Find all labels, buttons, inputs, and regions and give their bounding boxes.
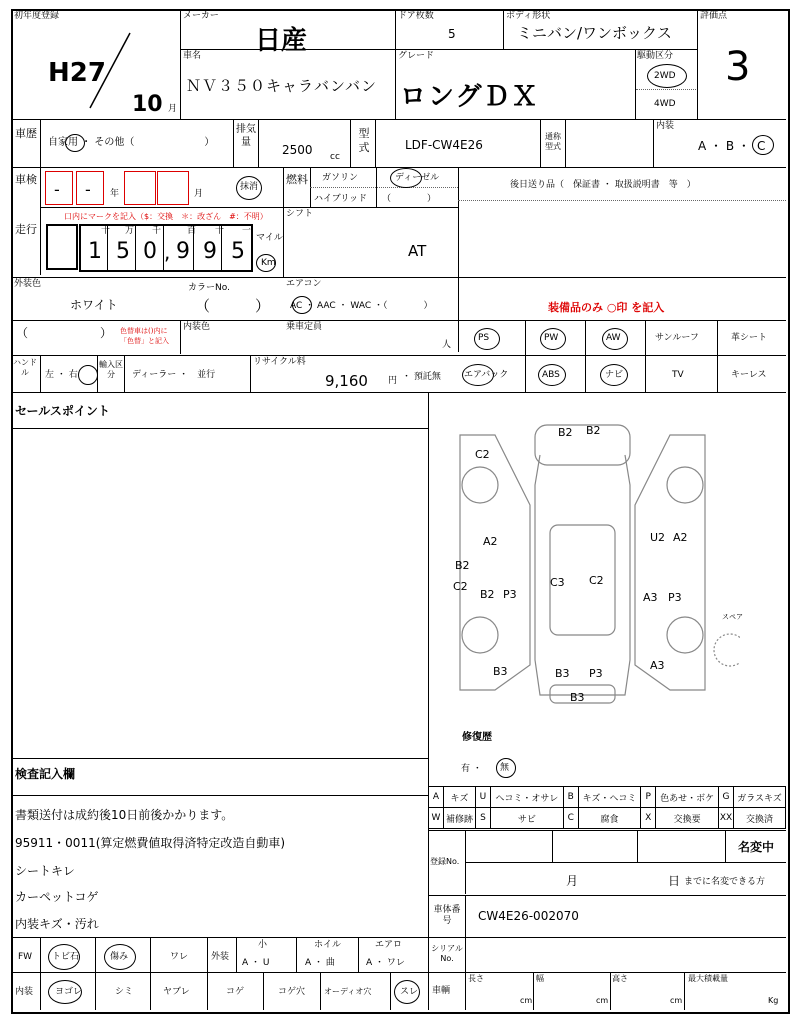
mileage-digit: 5: [116, 239, 130, 264]
damage-mark: B2: [586, 424, 601, 437]
damage-mark: B3: [493, 665, 508, 678]
damage-mark: B2: [558, 426, 573, 439]
reg-era: H27: [48, 58, 106, 88]
damage-mark: A2: [673, 531, 688, 544]
damage-mark: B3: [570, 691, 585, 704]
drive-circle: [647, 64, 687, 88]
maker: 日産: [255, 26, 308, 56]
equip-note: 装備品のみ ○印 を記入: [548, 301, 665, 314]
mileage-note: 口内にマークを記入（$：交換 ＊：改ざん #：不明）: [64, 212, 268, 221]
mileage-box-lead: [46, 224, 78, 270]
damage-mark: A3: [643, 591, 658, 604]
exterior-color: ホワイト: [70, 298, 118, 312]
damage-mark: C2: [475, 448, 490, 461]
mileage-digit: 0: [143, 239, 157, 264]
mileage-digit: 9: [203, 239, 217, 264]
damage-mark: C3: [550, 576, 565, 589]
equip-ps: PS: [478, 333, 490, 343]
mileage-digit: 5: [231, 239, 245, 264]
note-line: 内装キズ・汚れ: [15, 917, 99, 931]
reg-year-label: 初年度登録: [14, 11, 60, 21]
legend-table: A キズ U ヘコミ・オサレ B キズ・ヘコミ P 色あせ・ボケ G ガラスキズ W 補修跡 S サビ C 腐食 X 交換要 XX 交換済: [428, 786, 786, 829]
name-change: 名変中: [738, 840, 775, 854]
aircon: AC ・ AAC ・ WAC ・（ ）: [290, 301, 433, 311]
model-code: LDF-CW4E26: [405, 138, 483, 152]
equip-aw: AW: [606, 333, 621, 343]
doors: 5: [448, 27, 456, 41]
damage-mark: B2: [455, 559, 470, 572]
score: 3: [725, 44, 751, 90]
note-line: 95911・0011(算定燃費値取得済特定改造自動車): [15, 836, 286, 850]
interior-grade: A ・ B ・: [698, 139, 750, 153]
shift: AT: [408, 242, 427, 260]
chassis-number: CW4E26-002070: [478, 909, 579, 923]
note-line: カーペットコゲ: [15, 890, 99, 904]
damage-mark: C2: [453, 580, 468, 593]
damage-mark: U2: [650, 531, 666, 544]
body-type: ミニバン/ワンボックス: [517, 24, 672, 42]
damage-mark: A2: [483, 535, 498, 548]
grade: ロングＤＸ: [400, 82, 540, 112]
date-slash: [85, 30, 135, 110]
damage-mark: C2: [589, 574, 604, 587]
damage-mark: B2: [480, 588, 495, 601]
damage-mark: P3: [668, 591, 682, 604]
damage-mark: A3: [650, 659, 665, 672]
car-name: ＮＶ３５０キャラバンバン: [186, 77, 377, 95]
damage-mark: P3: [503, 588, 517, 601]
displacement: 2500: [282, 143, 313, 157]
damage-mark: P3: [589, 667, 603, 680]
auction-sheet: 初年度登録 H27 10 月 メーカー 日産 ドア枚数 5 ボディ形状 ミニバン/ワンボックス 評価点 3 車名 ＮＶ３５０キャラバンバン グレード ロングＤＸ 駆動区分 2WD 4WD 車歴 自家用 ・ その他（ ） 排気量 2500 cc 型式 LDF-CW4E26 通称型式 内装 A ・ B ・ C 車検 - - 年 月 抹消 燃料 ガソリン ディーゼル ハイブリッド （ ） 後日送り品（ 保証書 ・ 取扱説明書 等 ） 口内にマークを記入（$：交換 ＊：改ざん #：不明） 走行 十 万 千 百 十 一 1 5 0 , 9 9 5 マイル Km シフト AT 外装色 ホワイト カラーNo. （ ） エアコン AC ・ AAC ・ WAC ・（ ） 装備品のみ ○印 を記入 （ ） 色替車は()内に「色替」と記入 内装色 乗車定員 人 PS PW AW サンルーフ 革シート エアバック ABS ナビ TV キーレス ハンドル 左 ・ 右 輸入区分 ディーラー ・ 並行 リサイクル料 9,160 円 ・ 預託無 セールスポイント B2 B2 C2 A2 B2 C2 B2 P3 C3 C2 U2 A2 A3 P3 B3 B3 P3 B3 A3 スペア 修復歴 有 ・ 無 検査記入欄 書類送付は成約後10日前後かかります。 95911・0011(算定燃費値取得済特定改造自動車) シートキレ カーペットコゲ 内装キズ・汚れ A キズ U ヘコミ・オサレ B キズ・ヘコミ P 色あせ・ボケ G ガラスキズ W 補修跡 S サビ C 腐食 X 交換要 XX 交換済 名変中 登録No. 月 日 までに名変できる方 車体番号 CW4E26-002070 シリアルNo. 車輌 長さ cm 幅 cm 高さ cm 最大積載量 Kg FW トビ石 傷み ワレ 外装 小 A ・ U ホイル A ・ 曲 エアロ A ・ ワレ 内装 ヨゴレ シミ ヤブレ コゲ コゲ穴 オーディオ穴 スレ: [0, 0, 800, 1024]
sales-point-label: セールスポイント: [15, 404, 110, 418]
car-history: 自家用 ・ その他（ ）: [48, 137, 215, 148]
notes-label: 検査記入欄: [15, 767, 76, 781]
note-line: 書類送付は成約後10日前後かかります。: [15, 808, 234, 822]
reg-month: 10: [132, 92, 163, 117]
damage-mark: B3: [555, 667, 570, 680]
equip-pw: PW: [544, 333, 559, 343]
recycle-fee: 9,160: [325, 372, 368, 390]
mileage-digit: 1: [88, 239, 102, 264]
later-items: 後日送り品（ 保証書 ・ 取扱説明書 等 ）: [510, 180, 696, 190]
mileage-digit: 9: [176, 239, 190, 264]
note-line: シートキレ: [15, 864, 75, 878]
